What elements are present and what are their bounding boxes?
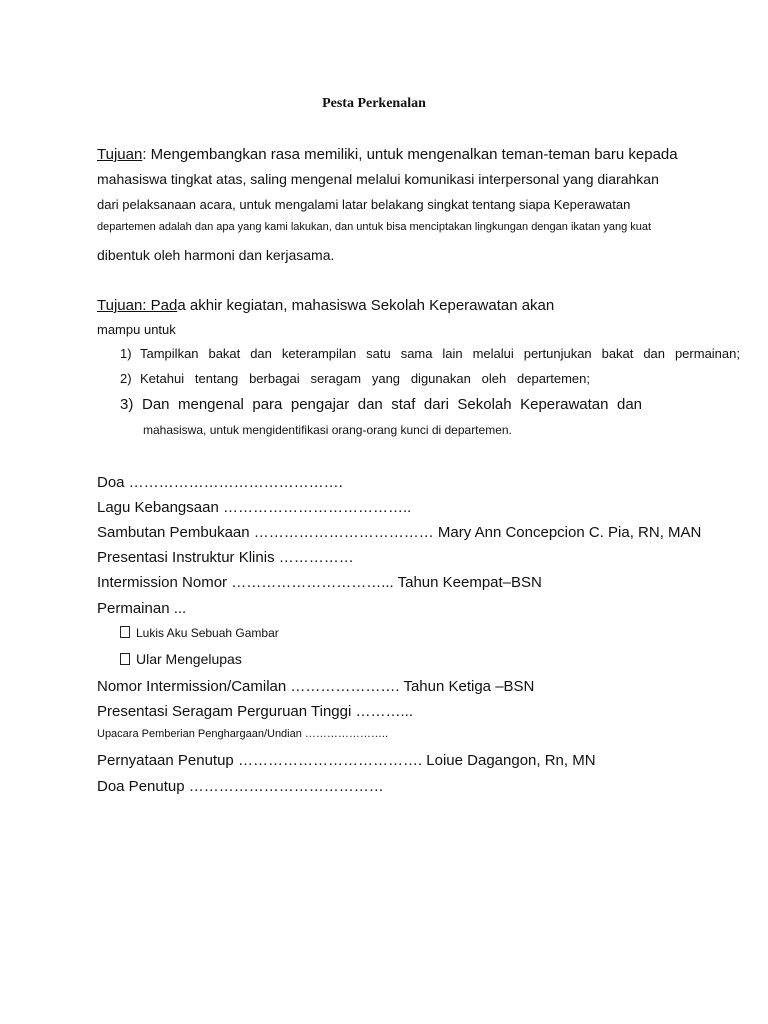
list-item [120,396,642,413]
program-item-lagu-kebangsaan: Lagu Kebangsaan ……………………………….. [97,499,412,516]
program-item-presentasi-instruktur: Presentasi Instruktur Klinis …………… [97,549,354,566]
program-item-camilan: Nomor Intermission/Camilan …………………. Tahun Ketiga –BSN [97,678,535,695]
program-item-permainan: Permainan ... [97,600,187,617]
program-item-upacara-penghargaan: Upacara Pemberian Penghargaan/Undian ………………….. [97,728,389,740]
tujuan2-line-2: mampu untuk [97,322,176,337]
game-item [120,626,279,640]
list-item-number: 2) [120,371,132,386]
program-item-pernyataan-penutup: Pernyataan Penutup ………………………………. Loiue Dagangon, Rn, MN [97,752,596,769]
list-item-text: Ketahui tentang berbagai seragam yang digunakan oleh departemen; [140,371,590,386]
program-item-presentasi-seragam: Presentasi Seragam Perguruan Tinggi ………... [97,703,413,720]
list-item-number: 1) [120,346,132,361]
tujuan2-label: Tujuan: Pad [97,297,178,314]
tujuan-paragraph-line-4: departemen adalah dan apa yang kami lakukan, dan untuk bisa menciptakan lingkungan dengan ikatan yang kuat [97,221,652,233]
game-item [120,651,242,667]
tujuan2-text-1: a akhir kegiatan, mahasiswa Sekolah Keperawatan akan [177,297,555,314]
program-item-doa-penutup: Doa Penutup ………………………………… [97,778,384,795]
list-item [120,371,590,386]
program-item-intermission-nomor: Intermission Nomor …………………………... Tahun Keempat–BSN [97,574,542,591]
tujuan-paragraph-line-5: dibentuk oleh harmoni dan kerjasama. [97,247,335,263]
list-item [120,346,740,361]
list-item-3-continuation: mahasiswa, untuk mengidentifikasi orang-orang kunci di departemen. [143,423,512,437]
tujuan-paragraph-line-1 [97,146,678,163]
list-item-number: 3) [120,396,134,413]
tujuan-paragraph-line-3: dari pelaksanaan acara, untuk mengalami latar belakang singkat tentang siapa Keperawatan [97,197,631,212]
tujuan-label: Tujuan [97,146,143,163]
tujuan2-line-1 [97,297,554,314]
tujuan-text-1: : Mengembangkan rasa memiliki, untuk mengenalkan teman-teman baru kepada [142,146,678,163]
document-title: Pesta Perkenalan [322,96,426,111]
tujuan-paragraph-line-2: mahasiswa tingkat atas, saling mengenal melalui komunikasi interpersonal yang diarahkan [97,171,659,187]
program-item-doa: Doa ……………………………………. [97,474,343,491]
game-item-label: Ular Mengelupas [136,651,242,667]
game-item-label: Lukis Aku Sebuah Gambar [136,626,279,640]
program-item-sambutan-pembukaan: Sambutan Pembukaan ……………………………… Mary Ann Concepcion C. Pia, RN, MAN [97,524,702,541]
list-item-text: Dan mengenal para pengajar dan staf dari Sekolah Keperawatan dan [142,396,642,413]
checkbox-bullet-icon [120,626,130,638]
checkbox-bullet-icon [120,653,130,665]
list-item-text: Tampilkan bakat dan keterampilan satu sama lain melalui pertunjukan bakat dan permainan; [140,346,740,361]
